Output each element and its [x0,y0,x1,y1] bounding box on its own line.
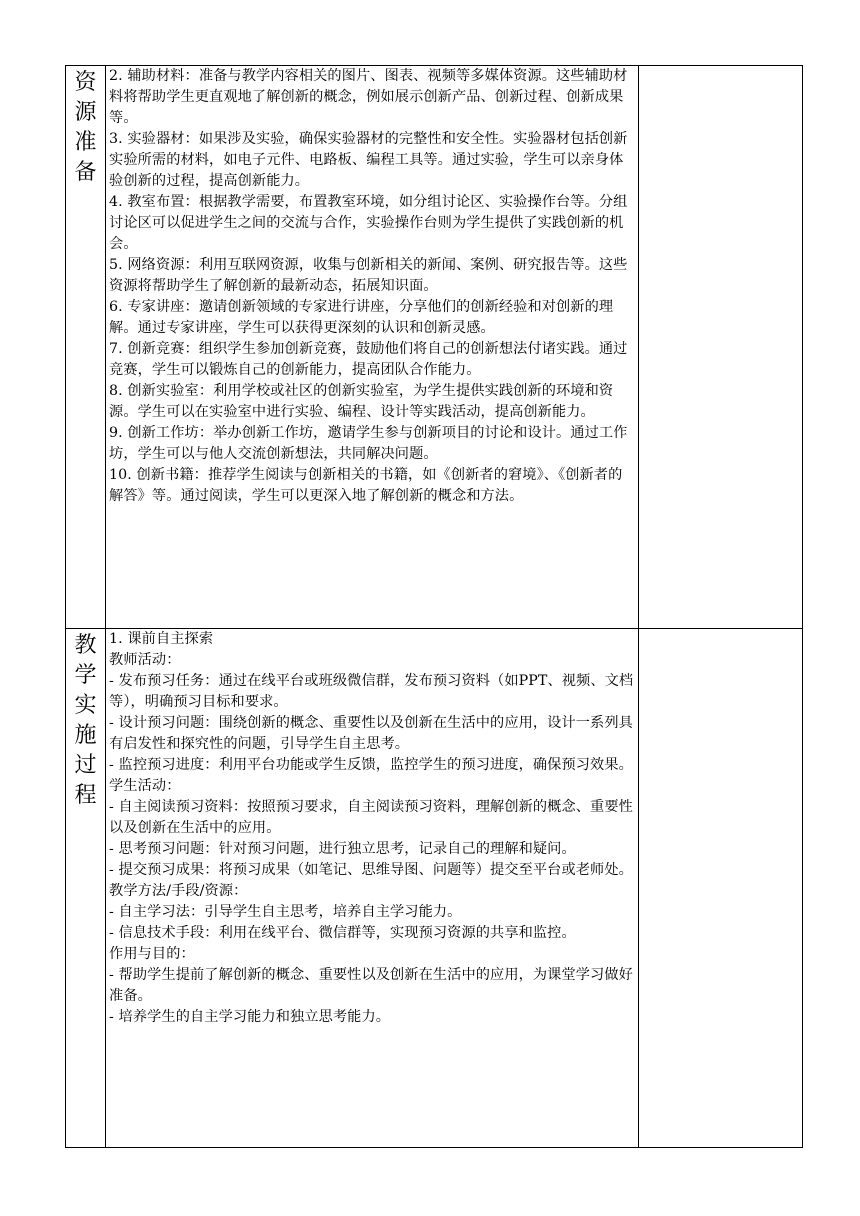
list-item: - 培养学生的自主学习能力和独立思考能力。 [109,1009,391,1025]
section-label-char: 实 [74,693,97,718]
table-row-resource-preparation [66,66,803,629]
section-label-resource-preparation [66,66,106,629]
list-item: - 帮助学生提前了解创新的概念、重要性以及创新在生活中的应用，为课堂学习做好准备。 [109,967,633,1004]
list-item: 10. 创新书籍：推荐学生阅读与创新相关的书籍，如《创新者的窘境》、《创新者的解答》等。通过阅读，学生可以更深入地了解创新的概念和方法。 [109,467,623,504]
section-label-char: 过 [74,753,97,778]
section-label-char: 资 [74,70,97,95]
section-label-char: 源 [74,100,97,125]
list-item: 5. 网络资源：利用互联网资源，收集与创新相关的新闻、案例、研究报告等。这些资源将帮助学生了解创新的最新动态，拓展知识面。 [109,257,628,294]
list-item: - 发布预习任务：通过在线平台或班级微信群，发布预习资料（如PPT、视频、文档等），明确预习目标和要求。 [109,673,634,710]
step-heading: 1. 课前自主探索 [109,631,214,647]
section-label-char: 备 [74,160,97,185]
list-item: - 自主阅读预习资料：按照预习要求，自主阅读预习资料，理解创新的概念、重要性以及创新在生活中的应用。 [109,799,633,836]
list-item: 6. 专家讲座：邀请创新领域的专家进行讲座，分享他们的创新经验和对创新的理解。通过专家讲座，学生可以获得更深刻的认识和创新灵感。 [109,299,614,336]
list-item: - 监控预习进度：利用平台功能或学生反馈，监控学生的预习进度，确保预习效果。 [109,757,633,773]
list-item: - 信息技术手段：利用在线平台、微信群等，实现预习资源的共享和监控。 [109,925,576,941]
table-row-teaching-process [66,629,803,1148]
list-item: - 思考预习问题：针对预习问题，进行独立思考，记录自己的理解和疑问。 [109,841,576,857]
list-item: 2. 辅助材料：准备与教学内容相关的图片、图表、视频等多媒体资源。这些辅助材料将帮助学生更直观地了解创新的概念，例如展示创新产品、创新过程、创新成果等。 [109,68,628,126]
section-label-char: 程 [74,783,97,808]
section-note-resource-preparation [638,66,802,629]
list-item: - 设计预习问题：围绕创新的概念、重要性以及创新在生活中的应用，设计一系列具有启发性和探究性的问题，引导学生自主思考。 [109,715,633,752]
section-label-teaching-process [66,629,106,1148]
list-item: 7. 创新竞赛：组织学生参加创新竞赛，鼓励他们将自己的创新想法付诸实践。通过竞赛，学生可以锻炼自己的创新能力，提高团队合作能力。 [109,341,628,378]
list-item: 4. 教室布置：根据教学需要，布置教室环境，如分组讨论区、实验操作台等。分组讨论区可以促进学生之间的交流与合作，实验操作台则为学生提供了实践创新的机会。 [109,194,628,252]
list-item: - 自主学习法：引导学生自主思考，培养自主学习能力。 [109,904,462,920]
subsection-heading: 教师活动： [109,652,181,668]
section-content-teaching-process [106,629,639,1148]
subsection-heading: 学生活动： [109,778,181,794]
list-item: - 提交预习成果：将预习成果（如笔记、思维导图、问题等）提交至平台或老师处。 [109,862,633,878]
section-label-char: 准 [74,130,97,155]
section-label-char: 教 [74,633,97,658]
section-note-teaching-process [638,629,802,1148]
list-item: 8. 创新实验室：利用学校或社区的创新实验室，为学生提供实践创新的环境和资源。学生可以在实验室中进行实验、编程、设计等实践活动，提高创新能力。 [109,383,614,420]
subsection-heading: 作用与目的： [109,946,195,962]
section-content-resource-preparation [106,66,639,629]
lesson-plan-table [65,65,803,1148]
section-label-char: 学 [74,663,97,688]
list-item: 3. 实验器材：如果涉及实验，确保实验器材的完整性和安全性。实验器材包括创新实验所需的材料，如电子元件、电路板、编程工具等。通过实验，学生可以亲身体验创新的过程，提高创新能力。 [109,131,628,189]
section-label-char: 施 [74,723,97,748]
subsection-heading: 教学方法/手段/资源： [109,883,248,899]
list-item: 9. 创新工作坊：举办创新工作坊，邀请学生参与创新项目的讨论和设计。通过工作坊，学生可以与他人交流创新想法，共同解决问题。 [109,425,628,462]
